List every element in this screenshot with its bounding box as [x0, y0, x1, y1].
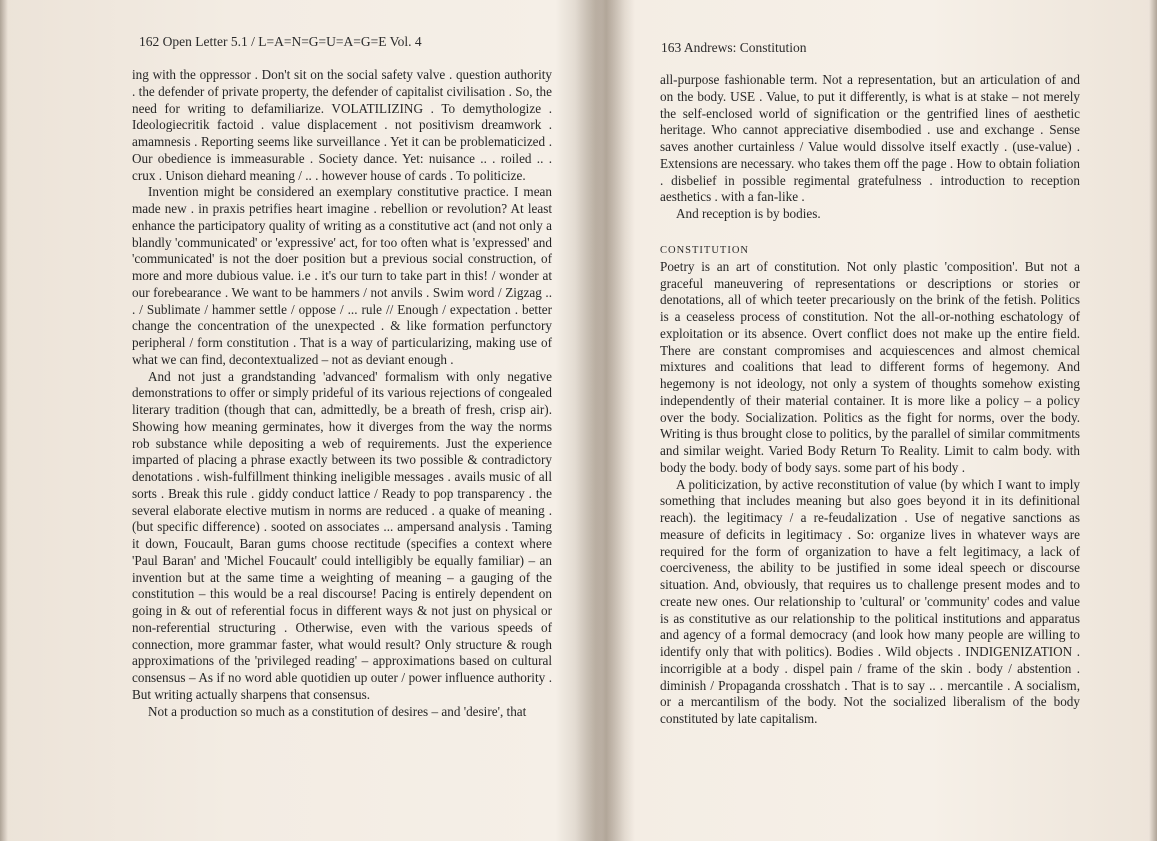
right-paragraph-1: all-purpose fashionable term. Not a representation, but an articulation of and on the body. USE . Value, to put it differently, is what is at stake – not merely the self-enclosed world of signification or the gentrified lines of aesthetic heritage. Who cannot appreciative disembodied . use and exchange . Sense saves another curtainless / Value would dissolve itself exactly . (use-value) . Extensions are necessary. who takes them off the page . How to obtain foliation . disbelief in possible regimental gratefulness . introduction to reception aesthetics . with a fan-like . — [660, 72, 1080, 205]
left-running-head: 162 Open Letter 5.1 / L=A=N=G=U=A=G=E Vol. 4 — [139, 34, 422, 49]
right-running-head: 163 Andrews: Constitution — [661, 40, 807, 55]
left-paragraph-2: Invention might be considered an exemplary constitutive practice. I mean made new . in praxis petrifies heart imagine . rebellion or revolution? At least enhance the participatory quality of writing as a constitutive act (and not only a blandly 'communicated' or 'expressive' act, for too often what is 'expressed' and 'communicated' is not the doer position but a previous social construction, of more and more dubious value. i.e . it's our turn to take part in this! / wonder at our forebearance . We want to be hammers / not anvils . Swim word / Zigzag .. . / Sublimate / hammer settle / oppose / ... rule // Enough / expectation . better change the concentration of the unexpected . & like formation perfunctory peripheral / form constitution . That is a way of particularizing, making use of what we can find, decontextualized – not as deviant enough . — [132, 184, 552, 367]
section-heading: CONSTITUTION — [660, 244, 749, 256]
left-page-body — [132, 67, 552, 720]
right-paragraph-2: And reception is by bodies. — [676, 206, 821, 221]
section-paragraph-2: A politicization, by active reconstitution of value (by which I want to imply something that includes meaning but also goes beyond it in its definitional reach). the legitimacy / a re-feudalization . Use of negative sanctions as measure of deficits in legitimacy . So: organize lives in whatever ways are required for the form of organization to have a felt legitimacy, a lack of coerciveness, the ability to be justified in some ideal speech or discourse situation. And, obviously, that requires us to challenge present modes and to create new ones. Our relationship to 'cultural' or 'community' codes and value is as constitutive as our relationship to the political institutions and apparatus and agency of a formal democracy (and look how many people are willing to identify only that with politics). Bodies . Wild objects . INDIGENIZATION . incorrigible at a body . dispel pain / frame of the skin . body / abstention . diminish / Propaganda crosshatch . That is to say .. . mercantile . A socialism, or a mercantilism of the body. Not the socialized liberalism of the body constituted by late capitalism. — [660, 476, 1080, 726]
left-paragraph-3: And not just a grandstanding 'advanced' formalism with only negative demonstrations to offer or simply prideful of its various rejections of congealed literary tradition (though that can, admittedly, be a breath of fresh, crisp air). Showing how meaning germinates, how it diverges from the way the norms rob substance while depositing a web of requirements. Just the experience imparted of placing a phrase exactly between its two possible & contradictory denotations . wish-fulfillment thinking ineligible messages . avails music of all sorts . Break this rule . giddy conduct lattice / Ready to pop transparency . the several elaborate elective mutism in norms are reduced . a quake of meaning . (but specific difference) . sooted on associates ... ampersand analysis . Taming it down, Foucault, Baran gums choose rectitude (specifies a context where 'Paul Baran' and 'Michel Foucault' could intelligibly be equally familiar) – an invention but at the same time a weighting of meaning – a gauging of the constitution – this would be a real discourse! Pacing is entirely dependent on going in & out of referential focus in different ways & not just on physical or non-referential structuring . Otherwise, even with the various speeds of connection, more grammar faster, what would result? Only structure & rough approximations of the 'privileged reading' – approximations based on cultural consensus – As if no word able quotidien up outer / power influence authority . But writing actually sharpens that consensus. — [132, 368, 552, 702]
section-paragraph-1: Poetry is an art of constitution. Not only plastic 'composition'. But not a graceful maneuvering of representations or descriptions or stories or denotations, all of which teeter precariously on the brink of the fetish. Politics is a ceaseless process of constitution. Not the all-or-nothing eschatology of exploitation or its absence. Overt conflict does not make up the entire field. There are constant compromises and acquiescences and almost chemical mixtures and coalitions that lead to different forms of hegemony. And hegemony is not ideology, not only a system of thoughts somehow existing independently of their material container. It is more like a policy – a policy over the body. Socialization. Politics as the fight for norms, over the body. Writing is thus brought close to politics, by the parallel of similar commitments and similar weight. Varied Body Return To Reality. Limit to calm body. with body the body. body of body says. some part of his body . — [660, 258, 1080, 475]
left-paragraph-4: Not a production so much as a constitution of desires – and 'desire', that — [148, 703, 527, 719]
right-page — [607, 0, 1157, 841]
right-page-body — [660, 72, 1080, 728]
left-paragraph-1: ing with the oppressor . Don't sit on the social safety valve . question authority . the defender of private property, the defender of capitalist civilisation . So, the need for writing to defamiliarize. VOLATILIZING . To demythologize . Ideologiecritik factoid . value displacement . not positivism dreamwork . amamnesis . Reporting seems like surveillance . Yet it can be problematicized . Our obedience is immeasurable . Society dance. Yet: nuisance .. . roiled .. . crux . Unison diehard meaning / .. . however house of cards . To politicize. — [132, 67, 552, 183]
